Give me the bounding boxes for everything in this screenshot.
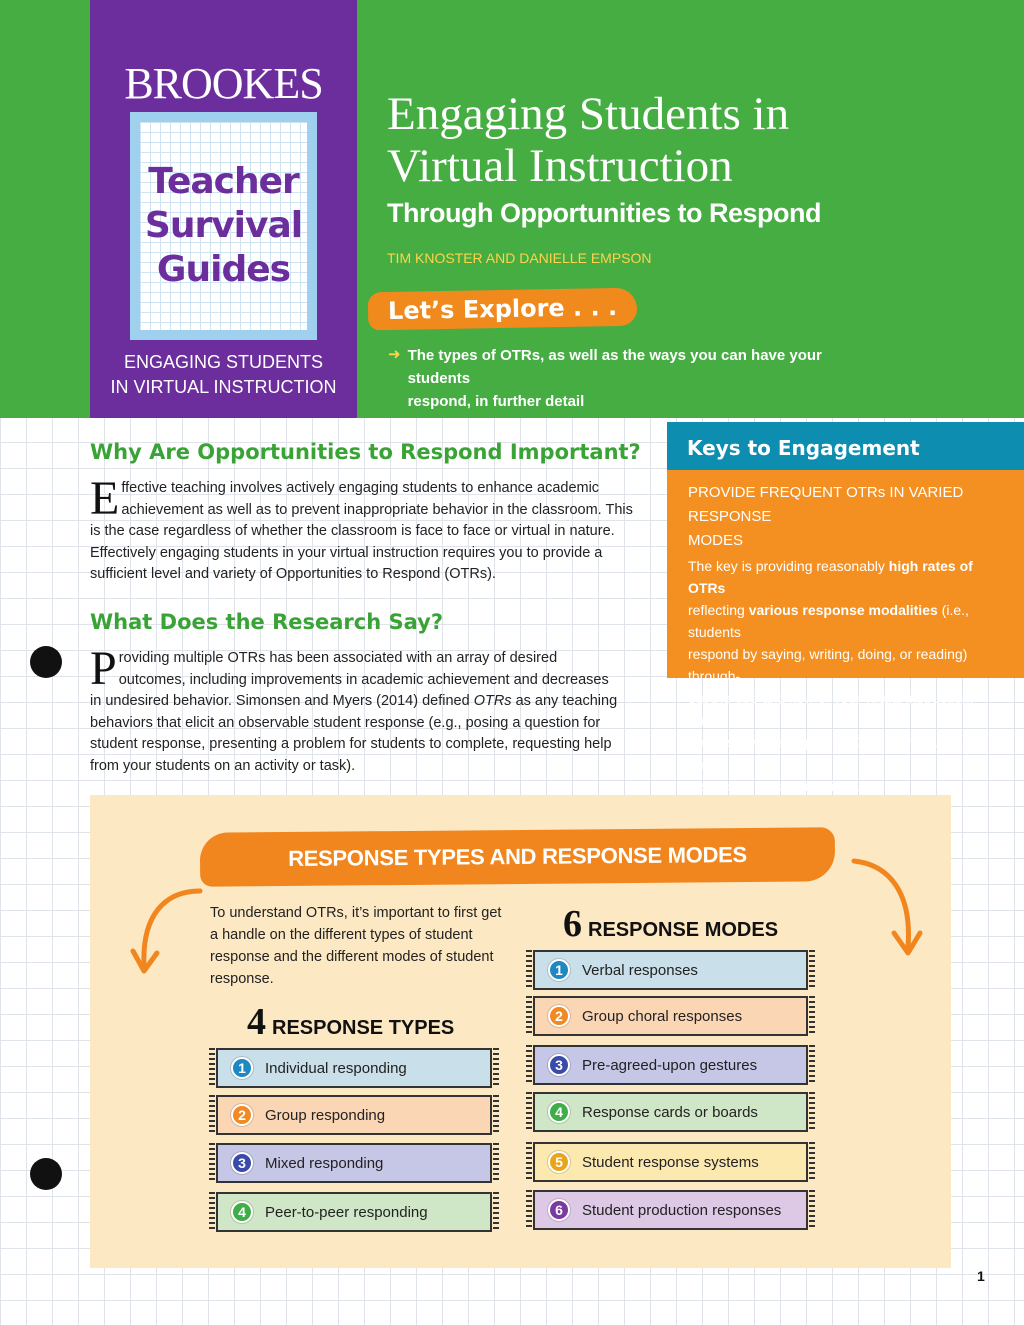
response-mode-item: 1 Verbal responses xyxy=(533,950,808,990)
response-type-item: 3 Mixed responding xyxy=(216,1143,492,1183)
number-badge-icon: 2 xyxy=(231,1104,253,1126)
response-type-item: 4 Peer-to-peer responding xyxy=(216,1192,492,1232)
authors: TIM KNOSTER AND DANIELLE EMPSON xyxy=(387,250,652,266)
drop-cap: E xyxy=(90,472,120,525)
number-badge-icon: 4 xyxy=(548,1101,570,1123)
number-badge-icon: 5 xyxy=(548,1151,570,1173)
response-intro: To understand OTRs, it’s important to first get a handle on the different types of student response and the different modes of student response. xyxy=(210,905,502,987)
number-badge-icon: 2 xyxy=(548,1005,570,1027)
number-badge-icon: 1 xyxy=(548,959,570,981)
response-mode-item: 5 Student response systems xyxy=(533,1142,808,1182)
series-card xyxy=(130,112,317,340)
series-title-line: Guides xyxy=(156,249,291,290)
response-banner: RESPONSE TYPES AND RESPONSE MODES xyxy=(200,827,835,887)
keys-title: Keys to Engagement xyxy=(667,422,1024,470)
brand-logo: BROOKES xyxy=(124,59,323,108)
header-band xyxy=(0,0,1024,418)
section-heading-research: What Does the Research Say? xyxy=(90,610,444,634)
page-subtitle: Through Opportunities to Respond xyxy=(387,198,821,228)
curved-arrow-left-icon xyxy=(130,885,210,985)
page-number: 1 xyxy=(977,1268,985,1284)
response-mode-item: 4 Response cards or boards xyxy=(533,1092,808,1132)
response-modes-title: 6 RESPONSE MODES xyxy=(563,903,779,945)
keys-to-engagement-box xyxy=(667,422,1024,794)
research-paragraph: P roviding multiple OTRs has been associated with an array of desired outcomes, including improvements in academic achievement and decreases in undesired behavior. Simonsen and Myers (2014) defined OTRs as any teaching behaviors that elicit an observable student response (e.g., posing a question for student response, presenting a problem for students to complete, requesting help from your students on an activity or task). xyxy=(90,642,618,774)
explore-tag: Let’s Explore . . . xyxy=(368,288,638,331)
keys-subtitle: PROVIDE FREQUENT OTRs IN VARIED RESPONSE MODES xyxy=(688,484,964,549)
response-mode-item: 2 Group choral responses xyxy=(533,996,808,1036)
number-badge-icon: 6 xyxy=(548,1199,570,1221)
response-mode-item: 3 Pre-agreed-upon gestures xyxy=(533,1045,808,1085)
series-title-line: Teacher xyxy=(148,161,299,202)
curved-arrow-right-icon xyxy=(846,855,926,965)
number-badge-icon: 3 xyxy=(231,1152,253,1174)
section-heading-why: Why Are Opportunities to Respond Important? xyxy=(90,440,641,464)
page-title: Engaging Students in Virtual Instruction xyxy=(387,88,790,192)
number-badge-icon: 3 xyxy=(548,1054,570,1076)
response-mode-item: 6 Student production responses xyxy=(533,1190,808,1230)
series-title-line: Survival xyxy=(144,205,303,246)
binder-hole-middle xyxy=(30,646,62,678)
explore-item: ➜ The types of OTRs, as well as the ways you can have your students respond, in further detail xyxy=(388,344,848,413)
response-types-title: 4 RESPONSE TYPES xyxy=(247,1001,455,1043)
why-paragraph: E ffective teaching involves actively engaging students to enhance academic achievement as well as to prevent inappropriate behavior in the classroom. This is the case regardless of whether the classroom is face to face or virtual in nature. Effectively engaging students in your virtual instruction requires you to provide a sufficient level and variety of Opportunities to Respond (OTRs). xyxy=(90,472,633,582)
brand-subtitle: ENGAGING STUDENTS IN VIRTUAL INSTRUCTION xyxy=(110,352,337,397)
response-type-item: 1 Individual responding xyxy=(216,1048,492,1088)
number-badge-icon: 1 xyxy=(231,1057,253,1079)
keys-body: The key is providing reasonably high rates of OTRs reflecting various response modalities (i.e., students respond by saying, writing, doing, or reading) through- out the ebb and flow of your virtual instruction. There are lots of ways to provide OTRs. Of course, no one size fits all virtual situations. xyxy=(688,558,983,794)
response-type-item: 2 Group responding xyxy=(216,1095,492,1135)
binder-hole-bottom xyxy=(30,1158,62,1190)
arrow-right-icon: ➜ xyxy=(388,346,401,363)
brand-panel xyxy=(90,0,357,418)
number-badge-icon: 4 xyxy=(231,1201,253,1223)
drop-cap: P xyxy=(90,642,117,695)
